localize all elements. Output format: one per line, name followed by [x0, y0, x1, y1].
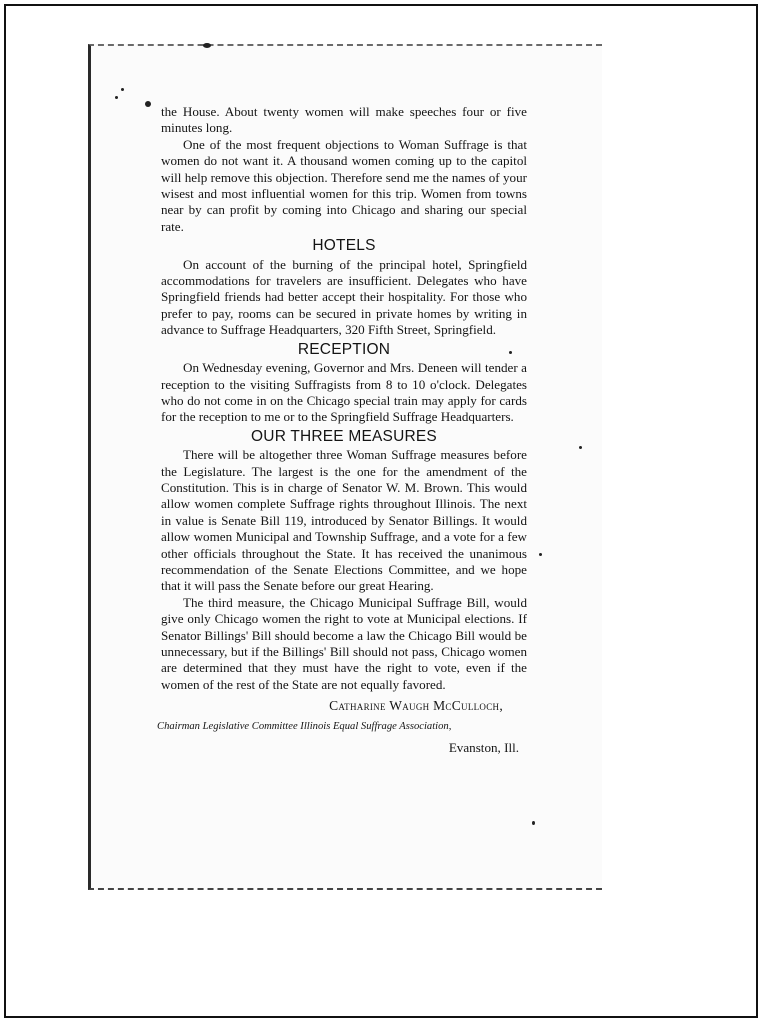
paragraph: the House. About twenty women will make speeches four or five minutes long. — [161, 104, 527, 136]
section-heading-reception: RECEPTION — [297, 340, 391, 358]
paragraph: On account of the burning of the principal hotel, Springfield accommodations for travelers are insufficient. Delegates who have Springfield friends had better accept their hospitality. For those who prefer to pay, rooms can be secured in private homes by writing in advance to Suffrage Headquarters, 320 Fifth Street, Springfield. — [161, 256, 527, 338]
letter-body — [157, 104, 527, 756]
scan-speck — [203, 43, 211, 48]
section-heading-measures: OUR THREE MEASURES — [251, 427, 437, 445]
paragraph: There will be altogether three Woman Suffrage measures before the Legislature. The largest is the one for the amendment of the Constitution. This is in charge of Senator W. M. Brown. This would allow women complete Suffrage rights throughout Illinois. The next in value is Senate Bill 119, introduced by Senator Billings. It would allow women Municipal and Township Suffrage, and a vote for a few other officials throughout the State. It has received the unanimous recommendation of the Senate Elections Committee, and we hope that it will pass the Senate before our great Hearing. — [161, 447, 527, 594]
scan-speck — [539, 553, 542, 556]
signature-title: Chairman Legislative Committee Illinois Equal Suffrage Association, — [157, 720, 452, 732]
scan-speck — [145, 101, 151, 107]
scan-speck — [532, 821, 535, 825]
scan-speck — [121, 88, 124, 91]
signature-name: Catharine Waugh McCulloch, — [329, 698, 503, 714]
paragraph: One of the most frequent objections to Woman Suffrage is that women do not want it. A thousand women coming up to the capitol will help remove this objection. Therefore send me the names of your wisest and most influential women for this trip. Women from towns near by can profit by coming into Chicago and sharing our special rate. — [161, 136, 527, 234]
paragraph: On Wednesday evening, Governor and Mrs. Deneen will tender a reception to the visiting Suffragists from 8 to 10 o'clock. Delegates who do not come in on the Chicago special train may apply for cards for the reception to me or to the Springfield Suffrage Headquarters. — [161, 360, 527, 425]
scan-speck — [579, 446, 582, 449]
paragraph: The third measure, the Chicago Municipal Suffrage Bill, would give only Chicago women the right to vote at Municipal elections. If Senator Billings' Bill should become a law the Chicago Bill would be unnecessary, but if the Billings' Bill should not pass, Chicago women are determined that they must have the right to vote, even if the women of the rest of the State are not equally favored. — [161, 594, 527, 692]
signature-place: Evanston, Ill. — [448, 740, 519, 756]
section-heading-hotels: HOTELS — [312, 237, 376, 255]
scan-speck — [115, 96, 118, 99]
